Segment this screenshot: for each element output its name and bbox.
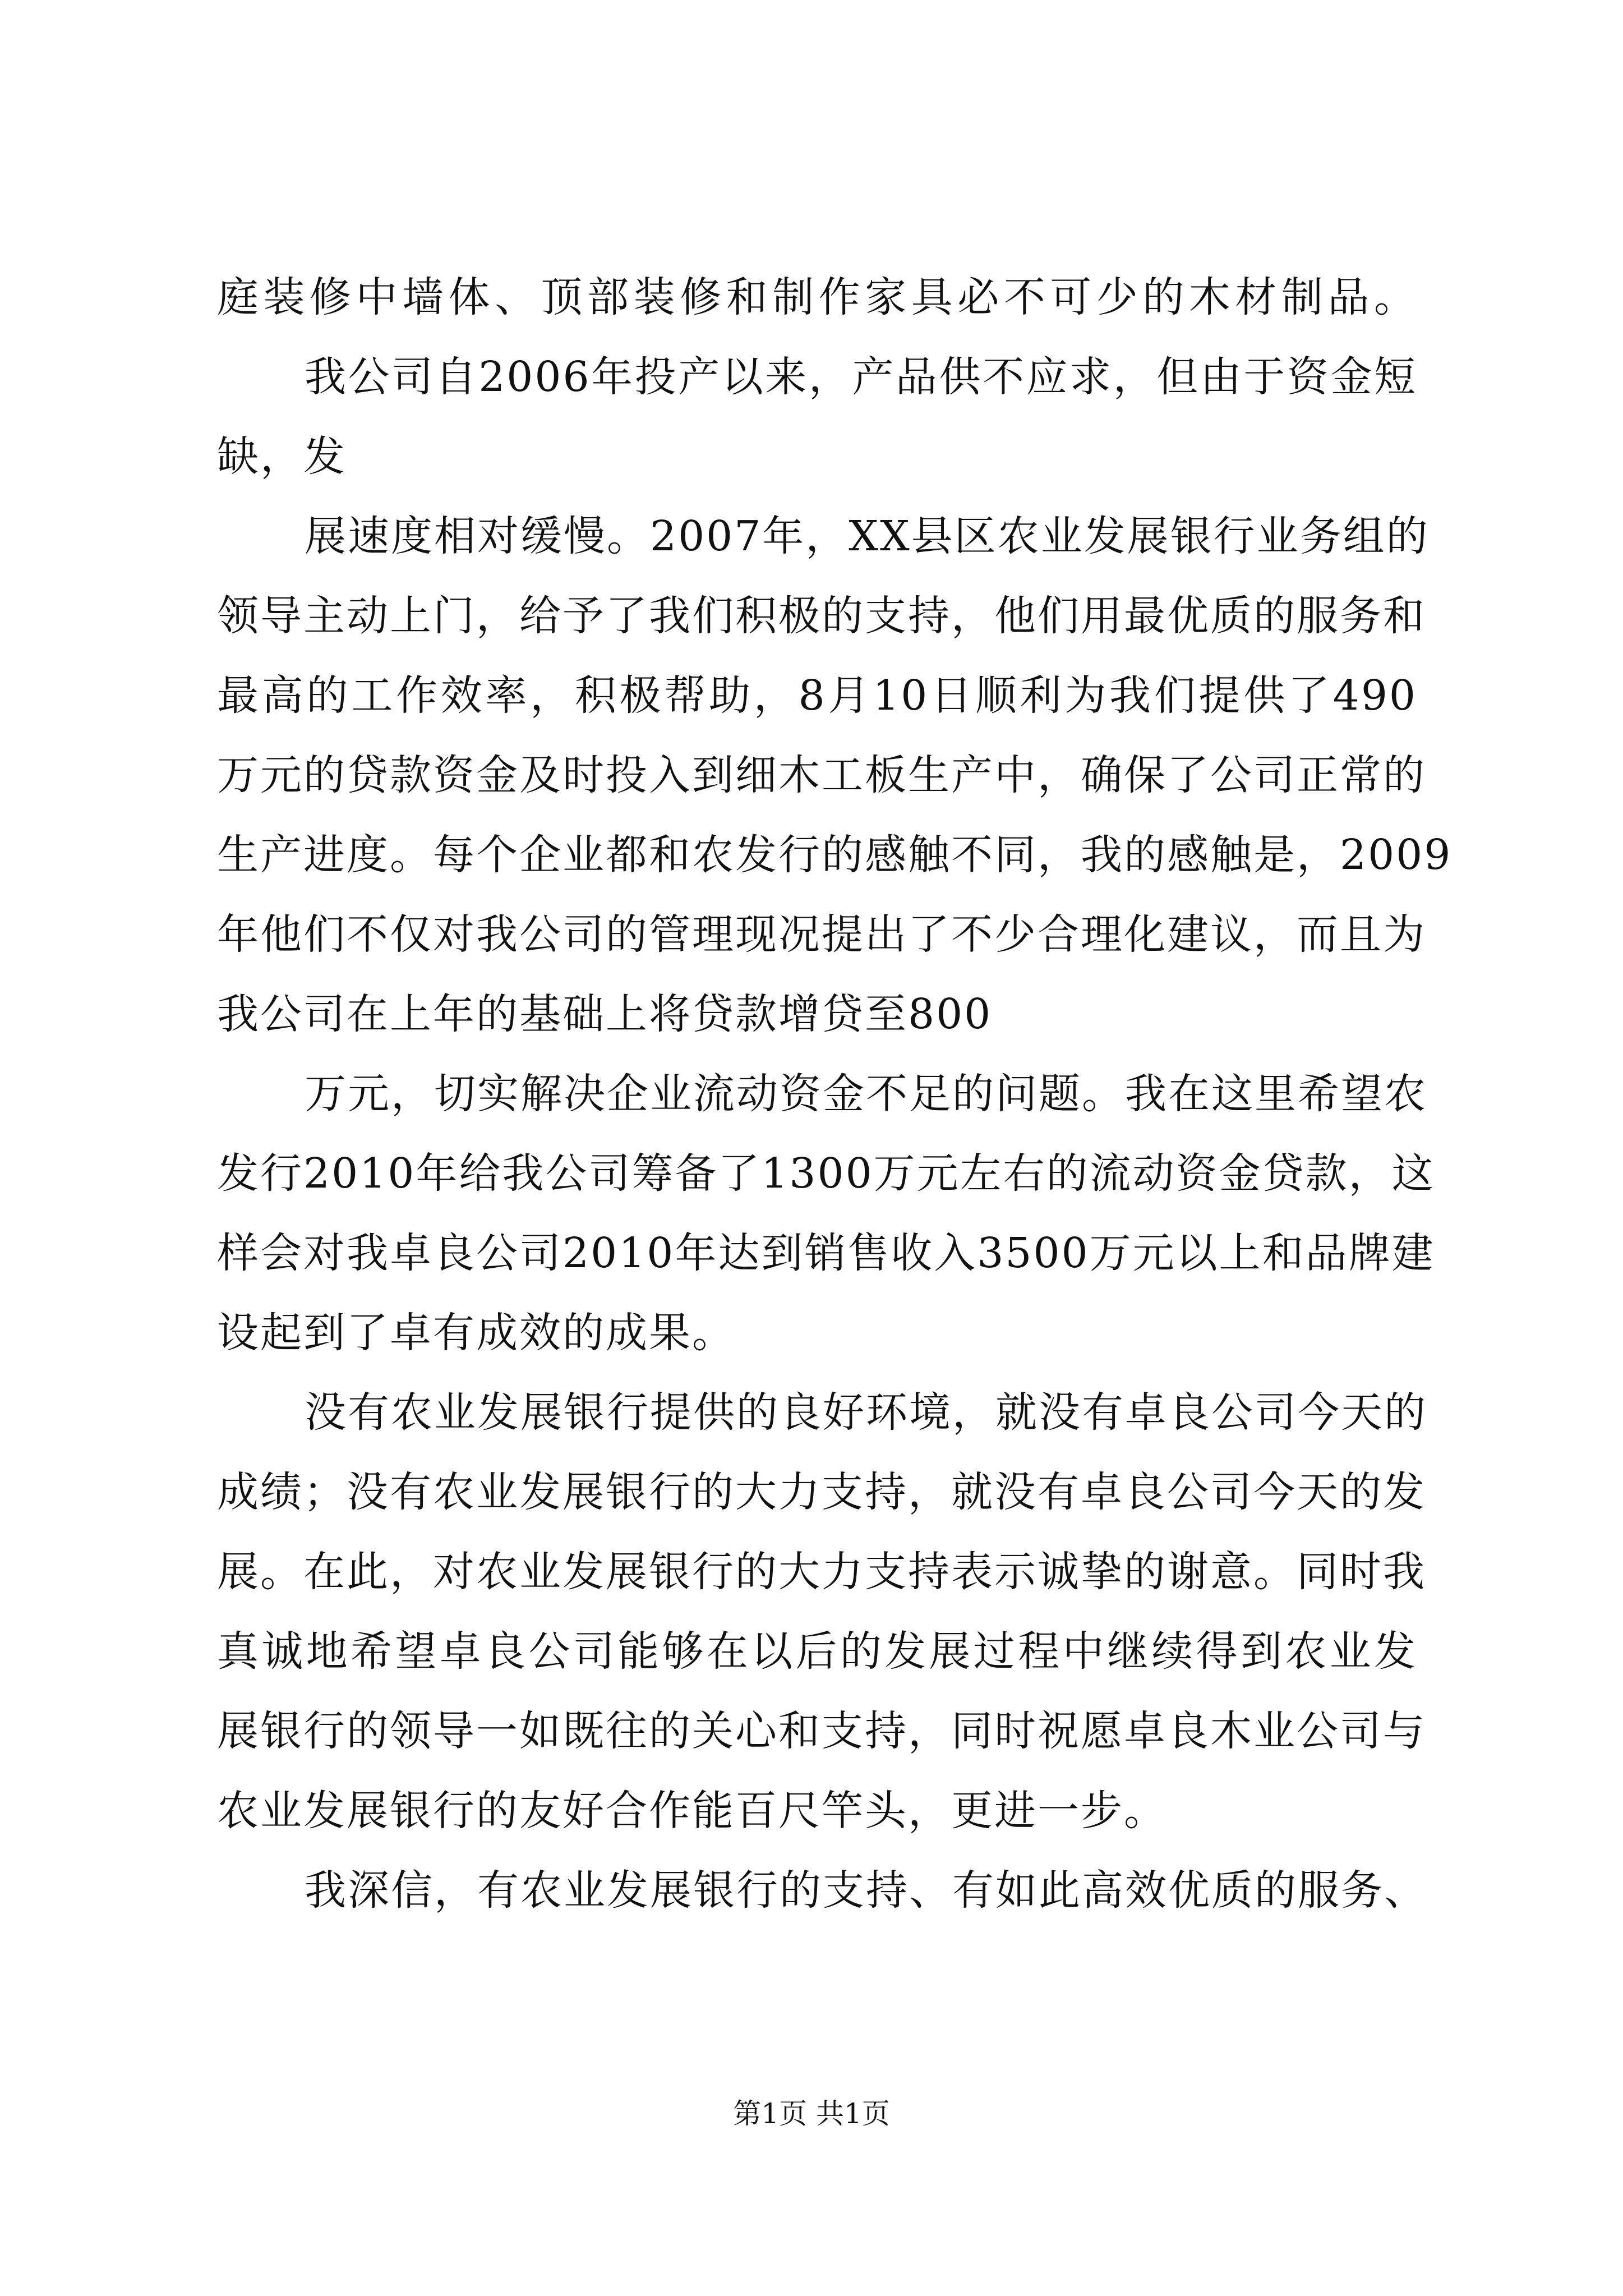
text-line: 万元的贷款资金及时投入到细木工板生产中，确保了公司正常的 (217, 751, 1426, 799)
paragraph-start-line: 展速度相对缓慢。2007年，XX县区农业发展银行业务组的 (305, 512, 1430, 560)
text-line: 展。在此，对农业发展银行的大力支持表示诚挚的谢意。同时我 (217, 1548, 1426, 1596)
text-line: 生产进度。每个企业都和农发行的感触不同，我的感触是，2009 (217, 831, 1453, 879)
text-line: 缺，发 (217, 432, 347, 481)
text-line: 庭装修中墙体、顶部装修和制作家具必不可少的木材制品。 (217, 273, 1417, 321)
page-footer: 第1页 共1页 (733, 2097, 890, 2130)
text-line: 领导主动上门，给予了我们积极的支持，他们用最优质的服务和 (217, 592, 1426, 640)
paragraph-start-line: 我深信，有农业发展银行的支持、有如此高效优质的服务、 (305, 1866, 1427, 1915)
text-line: 样会对我卓良公司2010年达到销售收入3500万元以上和品牌建 (217, 1229, 1435, 1277)
text-line: 展银行的领导一如既往的关心和支持，同时祝愿卓良木业公司与 (217, 1707, 1426, 1755)
text-line: 最高的工作效率，积极帮助，8月10日顺利为我们提供了490 (217, 671, 1417, 720)
paragraph-start-line: 我公司自2006年投产以来，产品供不应求，但由于资金短 (305, 353, 1417, 401)
text-line: 发行2010年给我公司筹备了1300万元左右的流动资金贷款，这 (217, 1149, 1435, 1198)
text-line: 我公司在上年的基础上将贷款增贷至800 (217, 990, 993, 1038)
text-line: 设起到了卓有成效的成果。 (217, 1309, 735, 1357)
text-line: 真诚地希望卓良公司能够在以后的发展过程中继续得到农业发 (217, 1627, 1417, 1676)
paragraph-start-line: 万元，切实解决企业流动资金不足的问题。我在这里希望农 (305, 1070, 1427, 1118)
text-line: 年他们不仅对我公司的管理现况提出了不少合理化建议，而且为 (217, 910, 1426, 959)
paragraph-start-line: 没有农业发展银行提供的良好环境，就没有卓良公司今天的 (305, 1388, 1427, 1437)
text-line: 农业发展银行的友好合作能百尺竿头，更进一步。 (217, 1787, 1167, 1835)
text-line: 成绩；没有农业发展银行的大力支持，就没有卓良公司今天的发 (217, 1468, 1426, 1516)
